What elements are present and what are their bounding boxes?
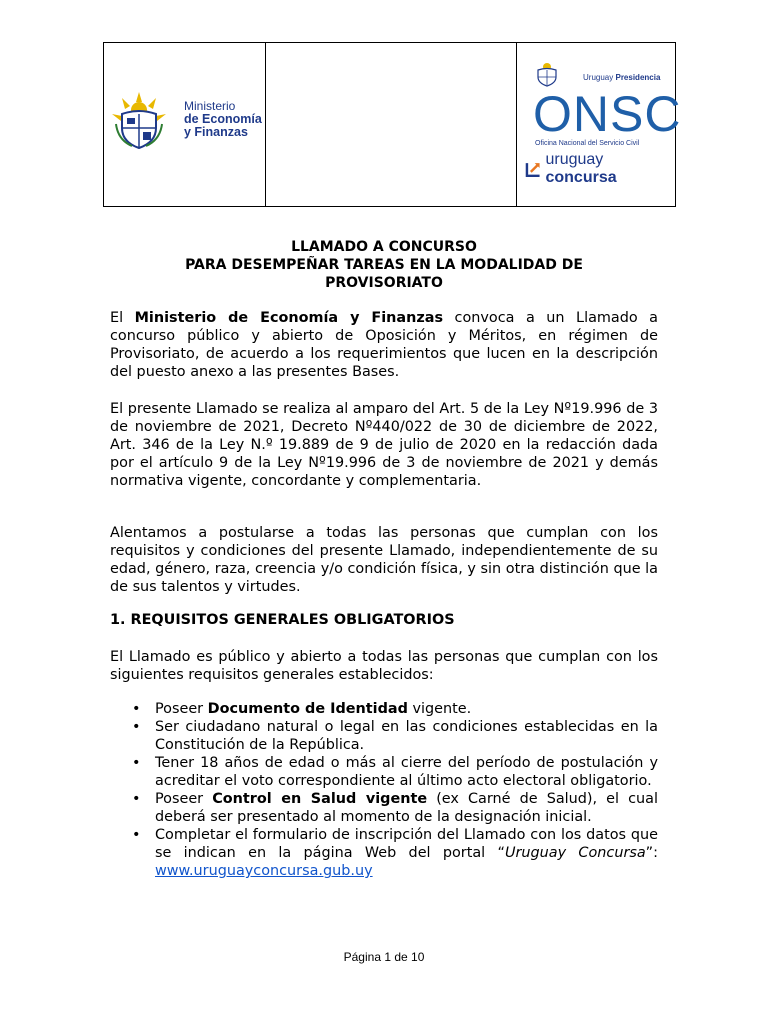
- onsc-logo-cell: [517, 43, 682, 206]
- uruguay-concursa-icon: [525, 160, 542, 178]
- onsc-wordmark: ONSC: [533, 86, 682, 142]
- item-text: Tener 18 años de edad o más al cierre del período de postulación y acreditar el voto correspondiente al último acto electoral obligatorio.: [155, 755, 658, 789]
- bullet-icon: •: [132, 791, 141, 807]
- mef-logo-line1: Ministerio: [184, 99, 236, 113]
- uruguay-concursa-logo: [525, 151, 675, 187]
- brand-light: uruguay: [545, 151, 604, 168]
- list-item: [110, 754, 658, 790]
- uruguay-presidencia-label: [583, 73, 660, 82]
- page-number: Página 1 de 10: [343, 950, 425, 964]
- list-item: [110, 790, 658, 826]
- intro-paragraph: [110, 309, 658, 381]
- item-text: (ex Carné de Salud), el cual deberá ser presentado al momento de la designación inicial.: [155, 791, 658, 825]
- bullet-icon: •: [132, 827, 141, 843]
- uruguay-concursa-link[interactable]: www.uruguayconcursa.gub.uy: [155, 863, 373, 879]
- mef-logo-text: [184, 100, 262, 139]
- item-text: ”:: [645, 845, 658, 861]
- empty-header-cell: [266, 43, 517, 206]
- legal-basis-paragraph: El presente Llamado se realiza al amparo del Art. 5 de la Ley Nº19.996 de 3 de noviembre de 2021, Decreto Nº440/022 de 30 de diciembre de 2022, Art. 346 de la Ley N.º 19.889 de 9 de julio de 2020 en la redacción dada por el artículo 9 de la Ley Nº19.996 de 3 de noviembre de 2021 y demás normativa vigente, concordante y complementaria.: [110, 401, 658, 489]
- presidencia-shield-icon: [535, 61, 559, 87]
- item-text: Poseer: [155, 701, 208, 717]
- portal-name: Uruguay Concursa: [504, 845, 646, 861]
- doc-title-line2: PARA DESEMPEÑAR TAREAS EN LA MODALIDAD DE: [185, 257, 583, 273]
- intro-post: convoca a un Llamado a concurso público y abierto de Oposición y Méritos, en régimen de Provisoriato, de acuerdo a los requerimientos que lucen en la descripción del puesto anexo a las presentes Bases.: [110, 310, 658, 380]
- inclusion-paragraph: Alentamos a postularse a todas las personas que cumplan con los requisitos y condiciones del presente Llamado, independientemente de su edad, género, raza, creencia y/o condición física, y sin otra distinción que la de sus talentos y virtudes.: [110, 525, 658, 595]
- intro-pre: El: [110, 310, 135, 326]
- list-item: [110, 826, 658, 880]
- uruguay-coat-of-arms-icon: [110, 90, 168, 150]
- list-item: [110, 700, 658, 718]
- onsc-subtitle: Oficina Nacional del Servicio Civil: [535, 140, 640, 147]
- brand-strong: concursa: [545, 169, 617, 186]
- section-heading: 1. REQUISITOS GENERALES OBLIGATORIOS: [110, 612, 455, 628]
- item-text: Ser ciudadano natural o legal en las condiciones establecidas en la Constitución de la República.: [155, 719, 658, 753]
- section-lead: El Llamado es público y abierto a todas las personas que cumplan con los siguientes requisitos generales establecidos:: [110, 649, 658, 683]
- list-item: [110, 718, 658, 754]
- mef-logo-cell: [104, 43, 266, 206]
- doc-title-line3: PROVISORIATO: [325, 275, 443, 291]
- country-label: Uruguay: [583, 73, 614, 82]
- doc-title-line1: LLAMADO A CONCURSO: [291, 239, 477, 255]
- item-strong: Control en Salud vigente: [212, 791, 428, 807]
- requirements-list: [110, 700, 658, 880]
- mef-logo-line2: de Economía: [184, 112, 262, 126]
- bullet-icon: •: [132, 701, 141, 717]
- header-logo-table: [103, 42, 682, 207]
- ministry-name: Ministerio de Economía y Finanzas: [134, 310, 444, 326]
- presidencia-label: Presidencia: [615, 73, 661, 82]
- item-strong: Documento de Identidad: [207, 701, 408, 717]
- item-text: Completar el formulario de inscripción del Llamado con los datos que se indican en la página Web del portal “: [155, 827, 658, 861]
- item-text: Poseer: [155, 791, 213, 807]
- mef-logo-line3: y Finanzas: [184, 125, 248, 139]
- bullet-icon: •: [132, 719, 141, 735]
- bullet-icon: •: [132, 755, 141, 771]
- item-text: vigente.: [407, 701, 472, 717]
